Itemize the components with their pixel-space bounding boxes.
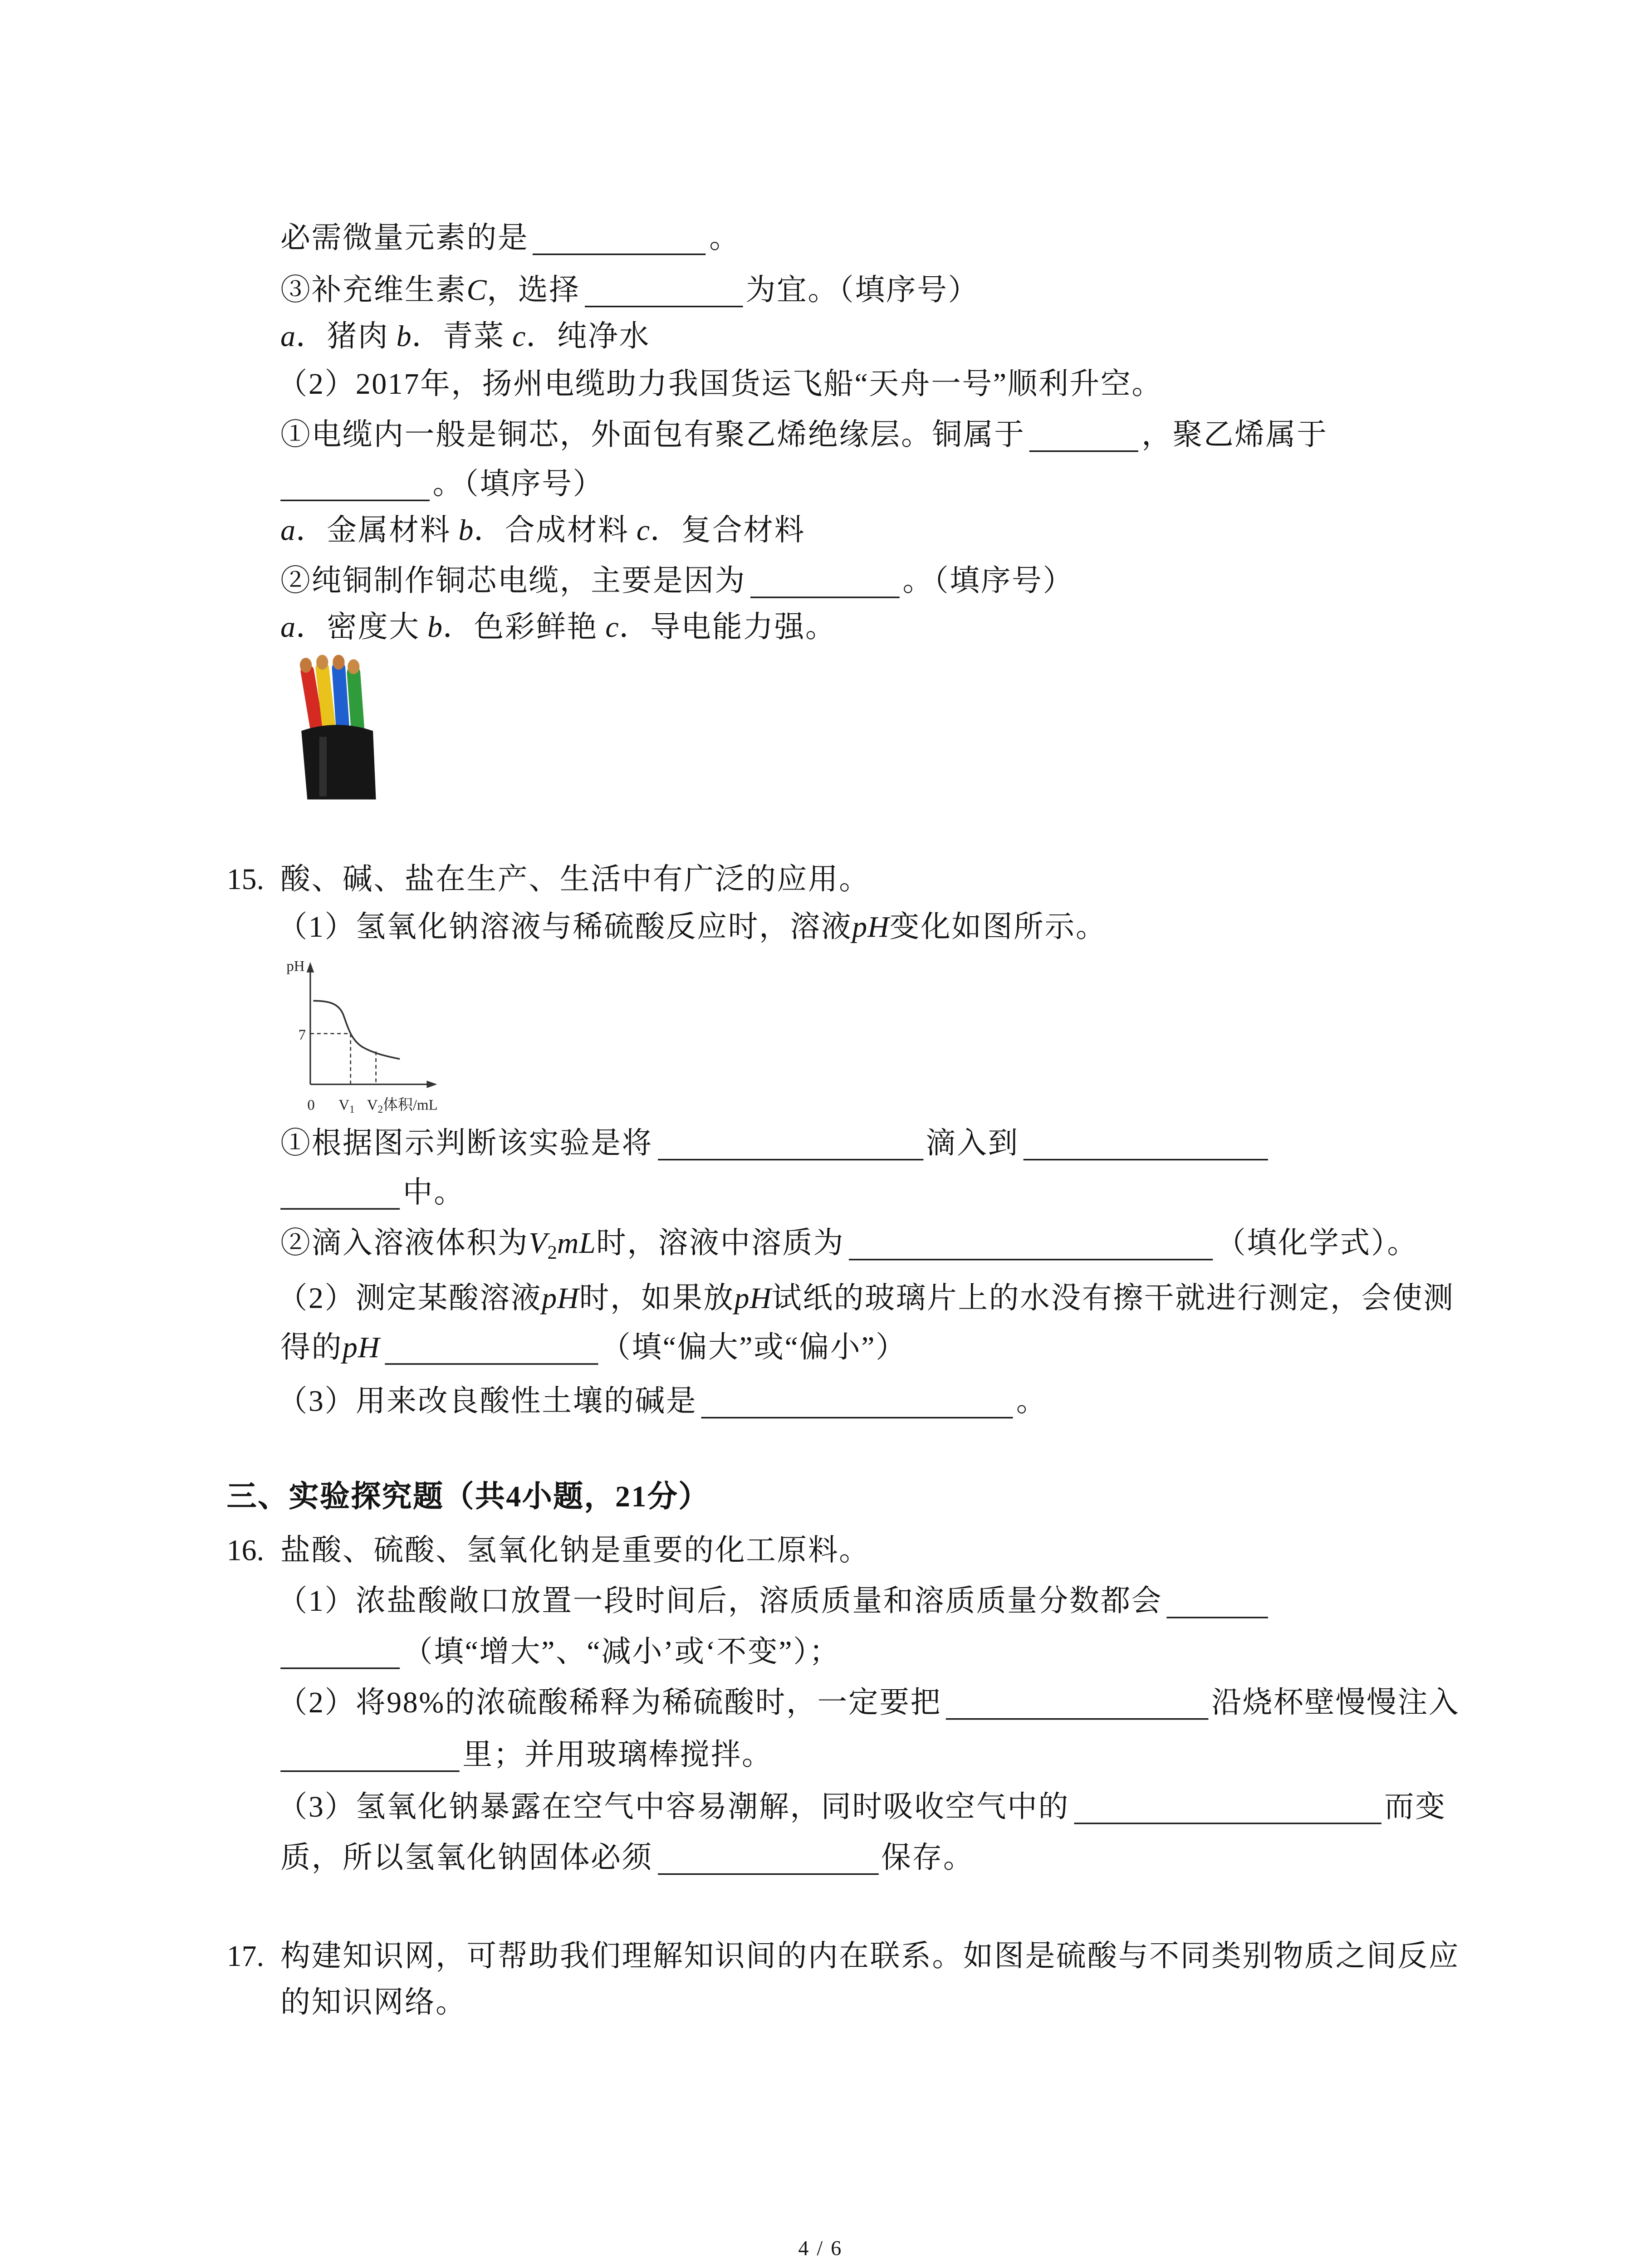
option-letter: c [636, 514, 651, 547]
question-number: 17. [226, 1940, 265, 1974]
answer-blank [280, 470, 430, 501]
line-text: ，聚乙烯属于 [1141, 419, 1328, 452]
option-letter: a [280, 611, 296, 645]
option-letter: a [280, 514, 296, 547]
v1-sub: 1 [349, 1103, 355, 1115]
y-axis-arrow [307, 962, 314, 973]
q14-cable-material-line2 [280, 467, 604, 503]
yellow-wire [322, 668, 329, 734]
q15-part2-line2 [280, 1330, 906, 1366]
line-text: ③补充维生素 [280, 274, 467, 308]
line-text: （填化学式）。 [1215, 1227, 1418, 1261]
line-text: （填“增大”、“减小’或‘不变”）； [402, 1636, 841, 1669]
line-text: （1）氢氧化钠溶液与稀硫酸反应时，溶液 [277, 911, 852, 944]
line-text: 。 [1016, 1385, 1048, 1419]
option-b [458, 514, 629, 547]
q15-item1-line1 [280, 1126, 1271, 1162]
q15-part2-line1 [278, 1281, 1455, 1317]
line-text: 。（填序号） [902, 565, 1074, 598]
question-stem: 酸、碱、盐在生产、生活中有广泛的应用。 [280, 863, 870, 897]
v2-main: V [367, 1097, 378, 1114]
option-a [280, 514, 451, 547]
q14-cable-material-line1 [280, 418, 1327, 454]
v1-tick-label [338, 1097, 354, 1115]
q15-part1-line [278, 910, 1107, 946]
cable-image [278, 653, 385, 802]
line-text: 保存。 [881, 1842, 975, 1875]
copper-tip [348, 659, 359, 674]
line-text: 。 [709, 222, 740, 255]
q14-trace-element-line [280, 221, 740, 257]
line-text: 试纸的玻璃片上的水没有擦干就进行测定，会使测 [771, 1282, 1455, 1316]
answer-blank [1030, 420, 1139, 452]
line-text: 时，溶液中溶质为 [596, 1227, 845, 1261]
option-letter: c [605, 611, 619, 645]
line-text: 时，如果放 [579, 1282, 735, 1316]
y-axis-label: pH [286, 958, 305, 975]
option-label: ．导电能力强。 [619, 611, 837, 645]
question-stem: 构建知识网，可帮助我们理解知识间的内在联系。如图是硫酸与不同类别物质之间反应 [280, 1940, 1460, 1974]
q14-part2-stem: （2）2017年，扬州电缆助力我国货运飞船“天舟一号”顺利升空。 [277, 368, 1163, 401]
line-text: 滴入到 [926, 1127, 1019, 1161]
line-text: （2）将98%的浓硫酸稀释为稀硫酸时，一定要把 [277, 1686, 942, 1720]
q14-material-options [280, 513, 813, 549]
option-c [512, 321, 650, 353]
answer-blank [657, 1843, 878, 1875]
question-number: 15. [226, 863, 265, 897]
ph-curve [314, 1001, 400, 1059]
line-text: 沿烧杯壁慢慢注入 [1211, 1686, 1460, 1720]
page-number: 4 / 6 [798, 2239, 843, 2261]
option-letter: a [280, 320, 296, 354]
green-wire [353, 673, 358, 734]
option-a [280, 611, 420, 644]
math-subscript: 2 [547, 1241, 557, 1264]
q15-item2-line [280, 1226, 1418, 1262]
q17-stem-line2: 的知识网络。 [280, 1986, 467, 2020]
x-axis-arrow [426, 1080, 437, 1088]
answer-blank [849, 1229, 1213, 1260]
option-label: ．青菜 [411, 320, 505, 354]
q14-copper-reason-line [280, 564, 1074, 600]
option-b [427, 611, 598, 644]
q16-part2-line2 [280, 1738, 773, 1774]
q16-part3-line1 [278, 1790, 1446, 1826]
x-axis-label: 体积/mL [383, 1097, 438, 1114]
q15-item1-line2 [280, 1175, 465, 1211]
option-label: ．色彩鲜艳 [443, 611, 598, 645]
blue-wire [338, 668, 343, 734]
line-text: 得的 [280, 1332, 343, 1365]
option-a [280, 321, 389, 353]
line-text: 为宜。（填序号） [745, 274, 979, 308]
line-text: 。（填序号） [432, 468, 604, 501]
line-text: （3）氢氧化钠暴露在空气中容易潮解，同时吸收空气中的 [277, 1791, 1070, 1824]
answer-blank [657, 1129, 923, 1160]
line-text: ①电缆内一般是铜芯，外面包有聚乙烯绝缘层。铜属于 [280, 419, 1025, 452]
option-letter: b [458, 514, 474, 547]
answer-blank [701, 1387, 1013, 1418]
line-text: （1）浓盐酸敞口放置一段时间后，溶质质量和溶质质量分数都会 [277, 1585, 1163, 1618]
line-text: ，选择 [487, 274, 580, 308]
option-letter: c [512, 320, 526, 354]
q14-reason-options [280, 610, 844, 646]
line-text: 里；并用玻璃棒搅拌。 [462, 1739, 773, 1772]
section-heading: 三、实验探究题（共4小题，21分） [226, 1481, 710, 1514]
cable-sheath [301, 725, 376, 799]
option-label: ．合成材料 [474, 514, 629, 547]
q16-part3-line2 [280, 1841, 974, 1877]
q16-part1-line2 [280, 1635, 840, 1671]
answer-blank [384, 1334, 598, 1365]
answer-blank [1167, 1587, 1269, 1618]
line-text: ②纯铜制作铜芯电缆，主要是因为 [280, 565, 746, 598]
option-label: ．复合材料 [650, 514, 806, 547]
option-label: ．猪肉 [296, 320, 389, 354]
line-text: 质，所以氢氧化钠固体必须 [280, 1842, 653, 1875]
question-number: 16. [226, 1535, 265, 1568]
line-text: （2）测定某酸溶液 [277, 1282, 542, 1316]
q14-vitamin-options [280, 319, 657, 355]
line-text: ②滴入溶液体积为 [280, 1227, 529, 1261]
line-text: 而变 [1384, 1791, 1446, 1824]
copper-tip [316, 655, 328, 670]
q17-stem-line1 [227, 1939, 1460, 1975]
copper-tip [300, 658, 312, 673]
math-variable: V [529, 1227, 548, 1261]
math-variable: pH [852, 911, 890, 944]
q14-vitamin-c-line [280, 273, 979, 309]
q15-stem-line [227, 862, 870, 898]
question-stem: 盐酸、硫酸、氢氧化钠是重要的化工原料。 [280, 1535, 870, 1568]
answer-blank [946, 1688, 1209, 1720]
q16-part1-line1 [278, 1584, 1272, 1620]
answer-blank [750, 567, 900, 598]
line-text: ①根据图示判断该实验是将 [280, 1127, 653, 1161]
red-wire [307, 671, 318, 734]
q15-part3-line [278, 1384, 1048, 1420]
option-label: ．纯净水 [526, 320, 651, 354]
v2-x-axis-label [367, 1096, 438, 1115]
option-label: ．密度大 [296, 611, 420, 645]
answer-blank [280, 1740, 460, 1772]
ph-curve-figure [278, 948, 471, 1120]
line-text: （填“偏大”或“偏小”） [601, 1332, 907, 1365]
copper-tip [333, 655, 344, 670]
option-c [605, 611, 836, 644]
math-variable: pH [342, 1332, 380, 1365]
answer-blank [1024, 1129, 1268, 1160]
answer-blank [1074, 1793, 1381, 1824]
q16-stem-line [227, 1533, 870, 1569]
math-variable: pH [734, 1282, 772, 1316]
math-unit: mL [557, 1227, 596, 1261]
line-text: 变化如图所示。 [889, 911, 1107, 944]
answer-blank [533, 224, 706, 255]
sheath-highlight [319, 737, 327, 797]
option-letter: b [427, 611, 443, 645]
option-b [397, 321, 505, 353]
y-tick-label: 7 [298, 1026, 306, 1043]
line-text: （3）用来改良酸性土壤的碱是 [277, 1385, 697, 1419]
option-letter: b [396, 320, 412, 354]
line-text: 必需微量元素的是 [280, 222, 529, 255]
answer-blank [585, 276, 743, 307]
origin-label: 0 [307, 1097, 315, 1114]
v1-main: V [338, 1097, 350, 1114]
answer-blank [280, 1178, 400, 1210]
answer-blank [280, 1637, 400, 1669]
q16-part2-line1 [278, 1686, 1460, 1721]
v2-sub: 2 [377, 1103, 383, 1115]
line-text: 中。 [402, 1177, 465, 1210]
option-label: ．金属材料 [296, 514, 451, 547]
math-variable: pH [542, 1282, 579, 1316]
math-variable: C [466, 274, 487, 308]
option-c [637, 514, 805, 547]
